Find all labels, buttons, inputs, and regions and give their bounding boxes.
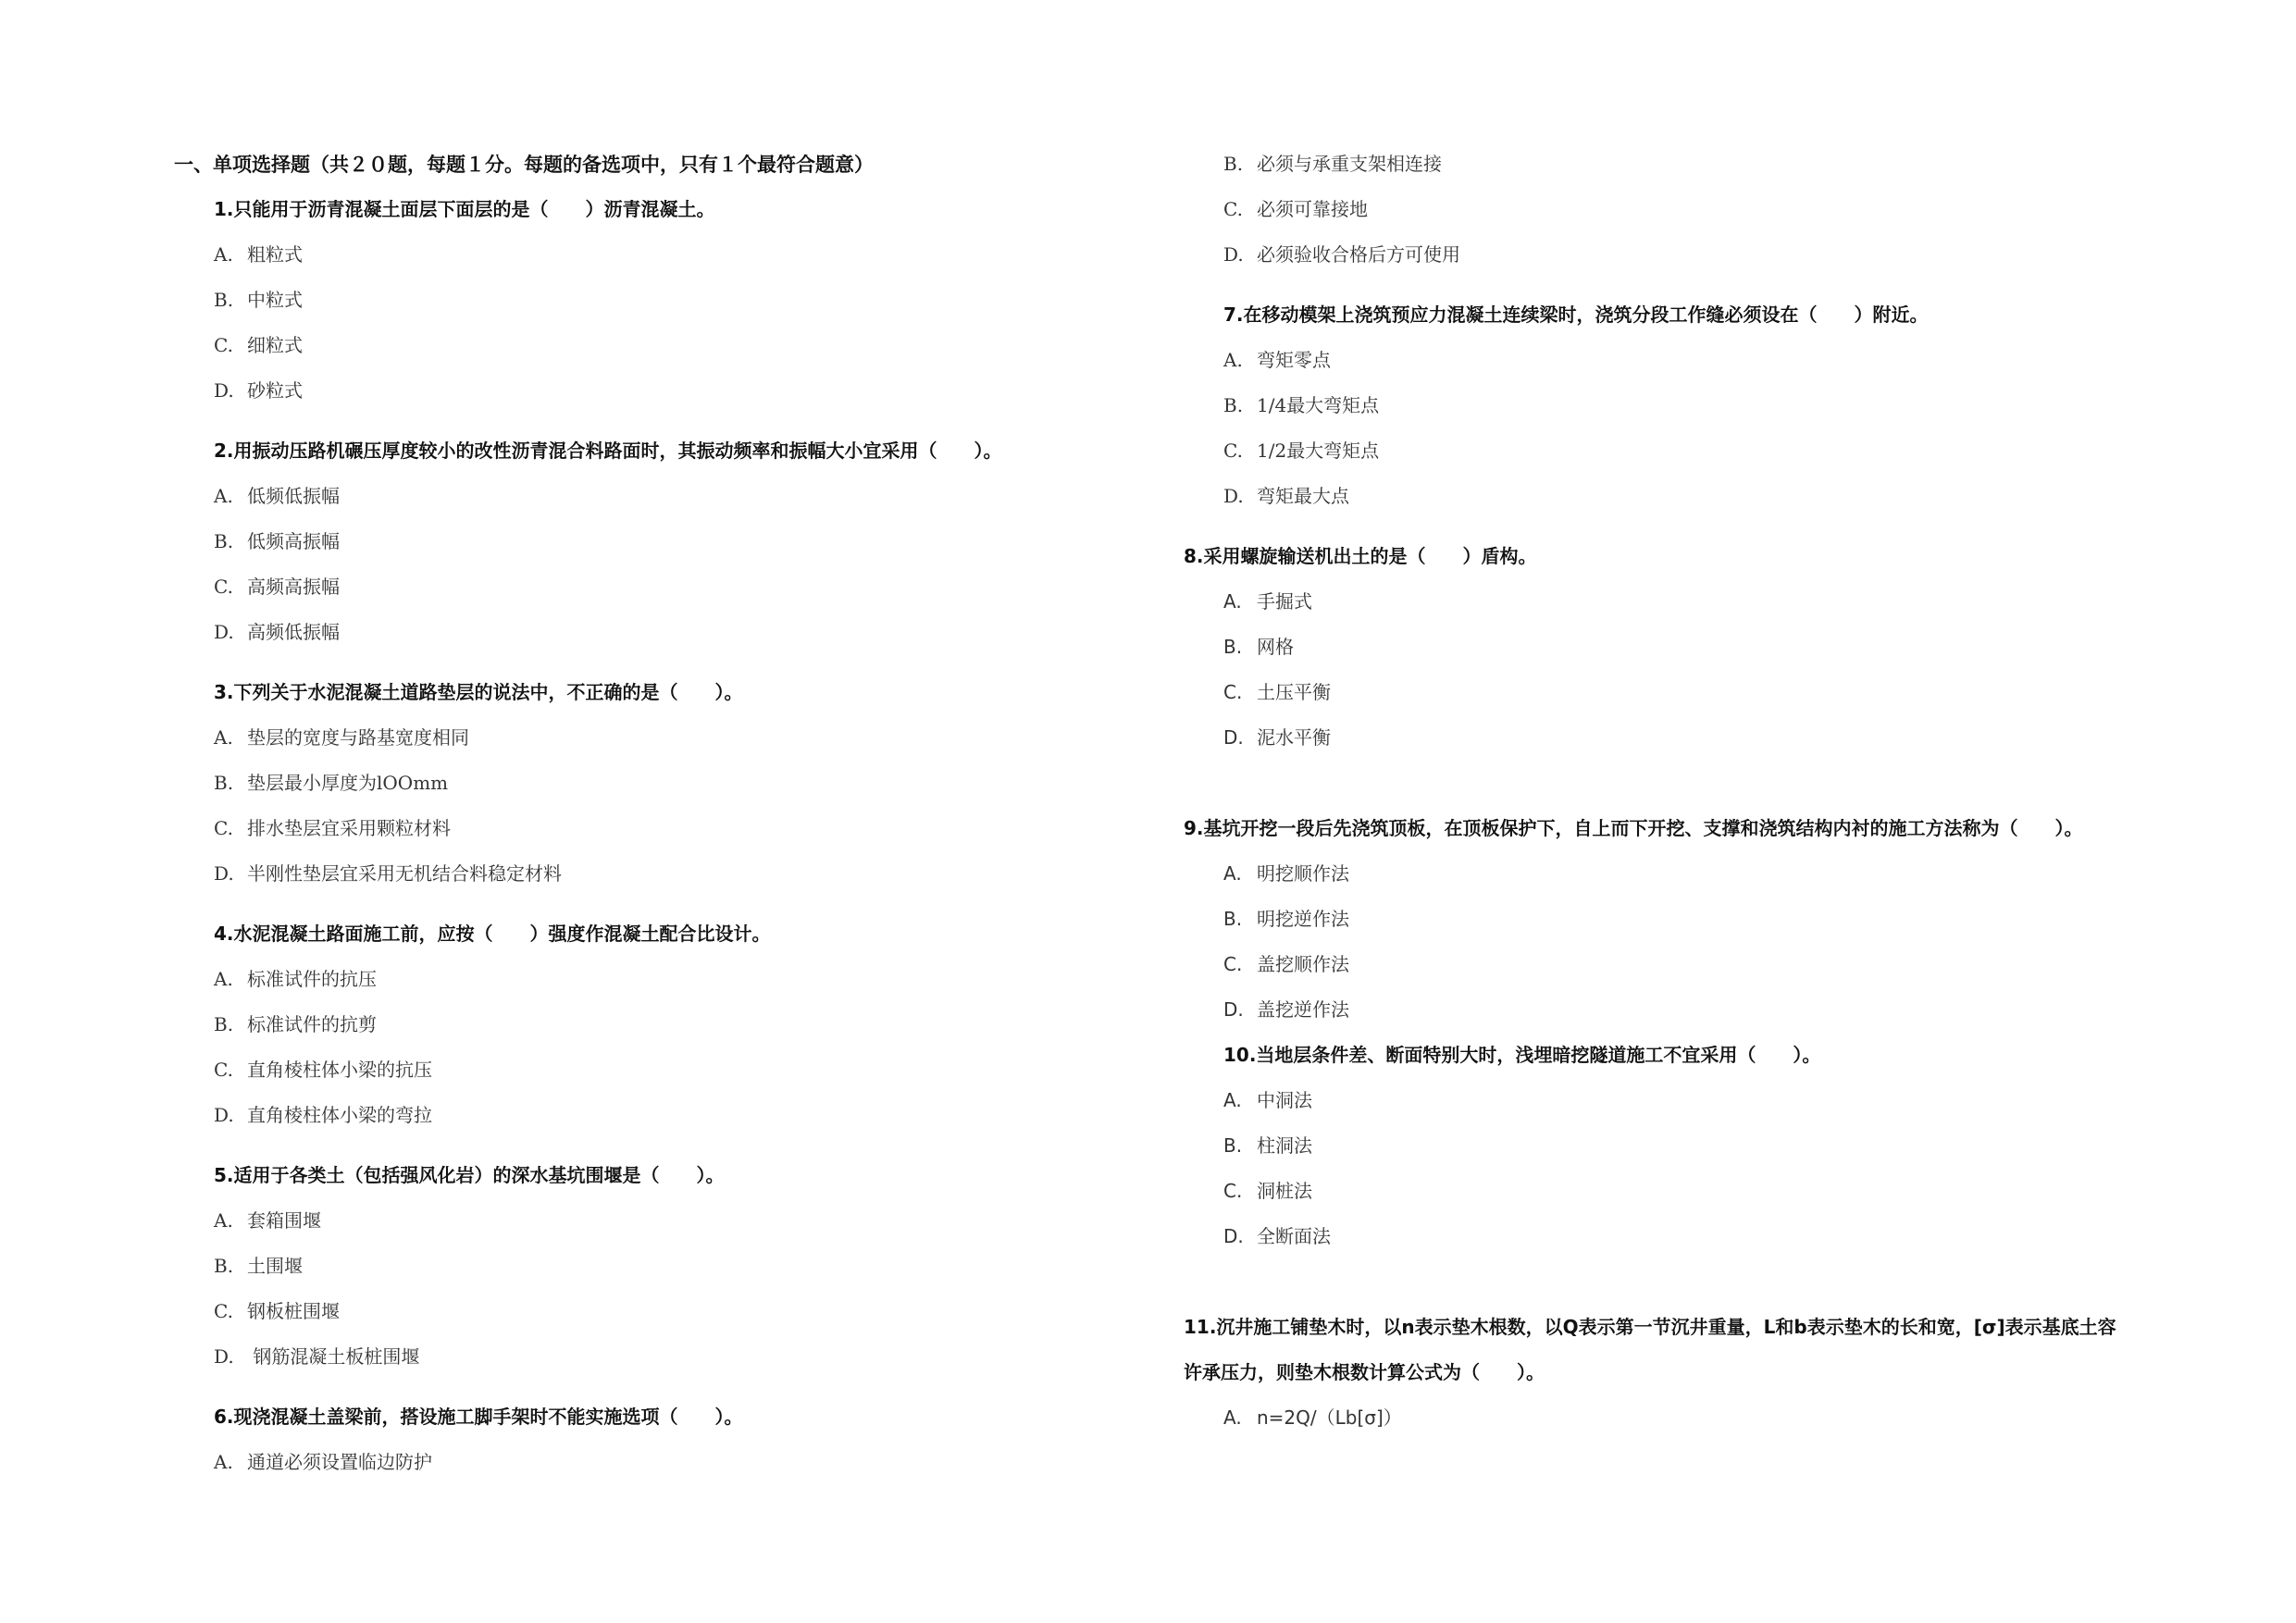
option-a	[174, 474, 1155, 519]
option-key: B.	[1223, 908, 1243, 930]
spacer	[1184, 1259, 2165, 1305]
question-2	[174, 428, 1155, 655]
option-text: 土压平衡	[1257, 681, 1331, 703]
option-key: A.	[214, 1451, 233, 1473]
option-text: 必须验收合格后方可使用	[1257, 243, 1460, 266]
option-text: 1/2最大弯矩点	[1257, 440, 1380, 462]
option-text: 钢板桩围堰	[247, 1300, 340, 1322]
spacer	[174, 414, 1155, 428]
option-text: 全断面法	[1257, 1225, 1331, 1247]
spacer	[1184, 278, 2165, 292]
option-d	[1184, 474, 2165, 519]
question-stem: 9.基坑开挖一段后先浇筑顶板，在顶板保护下，自上而下开挖、支撑和浇筑结构内衬的施工方法称为（ ）。	[1184, 817, 2083, 839]
option-b	[1184, 142, 2165, 187]
option-c	[174, 806, 1155, 851]
option-a	[1184, 579, 2165, 625]
option-text: 细粒式	[247, 334, 303, 356]
question-stem: 5.适用于各类土（包括强风化岩）的深水基坑围堰是（ ）。	[214, 1164, 725, 1186]
spacer	[174, 897, 1155, 911]
option-d	[1184, 987, 2165, 1033]
option-key: D.	[1223, 243, 1244, 266]
option-text: 泥水平衡	[1257, 726, 1331, 749]
option-a	[174, 232, 1155, 278]
option-d	[174, 610, 1155, 655]
option-key: C.	[214, 1300, 233, 1322]
option-key: C.	[1223, 1180, 1243, 1202]
option-key: A.	[1223, 1406, 1242, 1429]
question-4	[174, 911, 1155, 1138]
option-text: 必须可靠接地	[1257, 198, 1368, 220]
option-key: C.	[214, 817, 233, 839]
option-text: 中粒式	[247, 289, 303, 311]
option-text: 盖挖逆作法	[1257, 998, 1349, 1021]
option-text: 标准试件的抗压	[247, 968, 377, 990]
option-text: n=2Q/（Lb[σ]）	[1257, 1406, 1402, 1429]
option-d	[174, 368, 1155, 414]
option-key: C.	[214, 334, 233, 356]
option-key: B.	[214, 530, 234, 552]
option-key: C.	[1223, 198, 1243, 220]
question-stem: 3.下列关于水泥混凝土道路垫层的说法中，不正确的是（ ）。	[214, 681, 743, 703]
question-stem: 2.用振动压路机碾压厚度较小的改性沥青混合料路面时，其振动频率和振幅大小宜采用（ ）。	[214, 440, 1002, 462]
question-9	[1184, 806, 2165, 1033]
option-key: A.	[1223, 1089, 1242, 1111]
option-text: 高频高振幅	[247, 576, 340, 598]
spacer	[1184, 519, 2165, 534]
option-d	[1184, 1214, 2165, 1259]
spacer	[174, 1138, 1155, 1153]
option-a	[1184, 338, 2165, 383]
option-key: B.	[214, 289, 234, 311]
option-text: 垫层的宽度与路基宽度相同	[247, 726, 469, 749]
option-a	[174, 715, 1155, 761]
option-text: 必须与承重支架相连接	[1257, 153, 1442, 175]
option-d	[174, 1334, 1155, 1380]
option-key: D.	[214, 1345, 234, 1368]
right-column	[1184, 142, 2165, 1441]
option-b	[1184, 1123, 2165, 1169]
option-a	[1184, 851, 2165, 897]
left-column	[174, 142, 1155, 1485]
option-key: D.	[214, 621, 234, 643]
option-key: A.	[214, 726, 233, 749]
option-d	[1184, 232, 2165, 278]
option-text: 土围堰	[247, 1255, 303, 1277]
option-text: 弯矩最大点	[1257, 485, 1349, 507]
option-text: 通道必须设置临边防护	[247, 1451, 432, 1473]
question-1	[174, 187, 1155, 414]
question-stem: 11.沉井施工铺垫木时，以n表示垫木根数，以Q表示第一节沉井重量，L和b表示垫木的长和宽，[σ]表示基底土容许承压力，则垫木根数计算公式为（ ）。	[1184, 1316, 2116, 1383]
option-key: D.	[1223, 998, 1244, 1021]
spacer	[1184, 761, 2165, 806]
option-text: 套箱围堰	[247, 1209, 321, 1232]
option-key: A.	[1223, 349, 1243, 371]
option-b	[1184, 383, 2165, 428]
option-text: 低频高振幅	[247, 530, 340, 552]
option-a	[174, 1198, 1155, 1244]
option-c	[174, 1047, 1155, 1093]
spacer	[174, 655, 1155, 670]
question-11	[1184, 1305, 2165, 1441]
option-a	[174, 957, 1155, 1002]
question-3	[174, 670, 1155, 897]
option-c	[174, 564, 1155, 610]
option-text: 明挖顺作法	[1257, 862, 1349, 885]
option-c	[1184, 670, 2165, 715]
option-text: 洞桩法	[1257, 1180, 1312, 1202]
question-10	[1184, 1033, 2165, 1259]
option-key: C.	[1223, 681, 1243, 703]
option-text: 低频低振幅	[247, 485, 340, 507]
question-stem: 8.采用螺旋输送机出土的是（ ）盾构。	[1184, 545, 1537, 567]
option-text: 砂粒式	[247, 379, 303, 402]
option-b	[174, 761, 1155, 806]
option-text: 直角棱柱体小梁的抗压	[247, 1059, 432, 1081]
option-text: 1/4最大弯矩点	[1257, 394, 1380, 416]
option-c	[1184, 428, 2165, 474]
spacer	[174, 1380, 1155, 1394]
option-d	[174, 851, 1155, 897]
option-key: D.	[214, 379, 234, 402]
option-c	[1184, 187, 2165, 232]
option-key: B.	[214, 1255, 234, 1277]
option-key: A.	[214, 485, 233, 507]
option-d	[174, 1093, 1155, 1138]
question-stem: 1.只能用于沥青混凝土面层下面层的是（ ）沥青混凝土。	[214, 198, 715, 220]
question-stem: 6.现浇混凝土盖梁前，搭设施工脚手架时不能实施选项（ ）。	[214, 1406, 743, 1428]
option-b	[174, 278, 1155, 323]
option-text: 网格	[1257, 636, 1294, 658]
question-stem: 7.在移动模架上浇筑预应力混凝土连续梁时，浇筑分段工作缝必须设在（ ）附近。	[1223, 304, 1929, 326]
option-a	[1184, 1078, 2165, 1123]
option-key: D.	[1223, 726, 1244, 749]
option-key: A.	[1223, 862, 1242, 885]
option-text: 手掘式	[1257, 590, 1312, 613]
option-text: 标准试件的抗剪	[247, 1013, 377, 1035]
option-key: C.	[1223, 440, 1243, 462]
question-stem: 10.当地层条件差、断面特别大时，浅埋暗挖隧道施工不宜采用（ ）。	[1223, 1044, 1821, 1066]
section-heading: 一、单项选择题（共２０题，每题１分。每题的备选项中，只有１个最符合题意）	[174, 153, 874, 176]
option-key: A.	[1223, 590, 1242, 613]
option-text: 钢筋混凝土板桩围堰	[247, 1345, 420, 1368]
option-key: A.	[214, 1209, 233, 1232]
option-b	[174, 1002, 1155, 1047]
question-8	[1184, 534, 2165, 761]
option-key: C.	[214, 576, 233, 598]
option-text: 垫层最小厚度为lOOmm	[247, 772, 449, 794]
option-text: 弯矩零点	[1257, 349, 1331, 371]
option-d	[1184, 715, 2165, 761]
option-c	[1184, 1169, 2165, 1214]
option-text: 高频低振幅	[247, 621, 340, 643]
option-text: 盖挖顺作法	[1257, 953, 1349, 975]
option-b	[174, 1244, 1155, 1289]
option-text: 粗粒式	[247, 243, 303, 266]
option-text: 半刚性垫层宜采用无机结合料稳定材料	[247, 862, 562, 885]
option-key: C.	[214, 1059, 233, 1081]
option-key: C.	[1223, 953, 1243, 975]
option-key: B.	[1223, 394, 1244, 416]
option-key: A.	[214, 243, 233, 266]
question-6-continued	[1184, 142, 2165, 278]
option-c	[174, 1289, 1155, 1334]
option-key: D.	[1223, 485, 1244, 507]
option-key: D.	[214, 862, 234, 885]
option-c	[174, 323, 1155, 368]
option-text: 明挖逆作法	[1257, 908, 1349, 930]
question-6	[174, 1394, 1155, 1485]
option-key: B.	[1223, 1134, 1243, 1157]
option-key: D.	[1223, 1225, 1244, 1247]
option-key: B.	[1223, 153, 1244, 175]
option-key: B.	[214, 772, 234, 794]
question-stem: 4.水泥混凝土路面施工前，应按（ ）强度作混凝土配合比设计。	[214, 923, 771, 945]
option-a	[174, 1440, 1155, 1485]
question-7	[1184, 292, 2165, 519]
option-b	[174, 519, 1155, 564]
option-key: B.	[1223, 636, 1243, 658]
option-text: 排水垫层宜采用颗粒材料	[247, 817, 451, 839]
option-a	[1184, 1395, 2165, 1441]
option-key: A.	[214, 968, 233, 990]
option-key: B.	[214, 1013, 234, 1035]
option-text: 柱洞法	[1257, 1134, 1312, 1157]
option-key: D.	[214, 1104, 234, 1126]
option-text: 中洞法	[1257, 1089, 1312, 1111]
option-text: 直角棱柱体小梁的弯拉	[247, 1104, 432, 1126]
question-5	[174, 1153, 1155, 1380]
option-b	[1184, 625, 2165, 670]
option-c	[1184, 942, 2165, 987]
option-b	[1184, 897, 2165, 942]
